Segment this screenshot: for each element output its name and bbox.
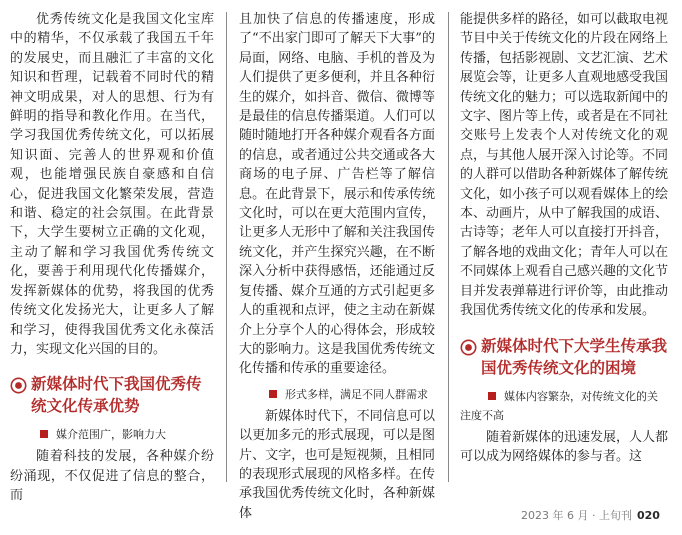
subheading (10, 425, 214, 444)
subheading (239, 385, 435, 404)
body-paragraph: 且加快了信息的传播速度，形成了“不出家门即可了解天下大事”的局面，网络、电脑、手机的普及为人们提供了更多便利，并且各种衍生的媒介，如抖音、微信、微博等是最佳的信息传播渠道。人们可以随时随地打开各种媒介观看各方面的信息，或者通过公共交通或各大商场的电子屏、广告栏等了解信息。在此背景下，展示和传承传统文化时，可以在更大范围内宣传，让更多人无形中了解和关注我国传统文化，并产生探究兴趣，在不断深入分析中获得感悟，还能通过反复传播、媒介互通的方式引起更多人的重视和点评，使之主动在新媒介上分享个人的心得体会，形成较大的影响力。这是我国优秀传统文化传播和传承的重要途径。 (239, 12, 435, 377)
text-column-3 (460, 10, 668, 466)
section-heading (10, 373, 214, 417)
red-square-icon (269, 390, 277, 398)
subheading (460, 387, 668, 425)
body-paragraph: 随着新媒体的迅速发展，人人都可以成为网络媒体的参与者。这 (460, 429, 669, 464)
text-column-2 (239, 10, 435, 523)
column-divider (448, 12, 449, 482)
section-heading (460, 335, 668, 379)
column-divider (226, 12, 227, 482)
subheading-text: 媒介范围广，影响力大 (56, 428, 166, 442)
page-number: 020 (636, 509, 660, 522)
text-column-1 (10, 10, 214, 506)
page-footer (521, 507, 660, 523)
target-circle-icon (460, 339, 477, 356)
section-heading-text: 新媒体时代下大学生传承我国优秀传统文化的困境 (481, 336, 668, 377)
body-paragraph: 新媒体时代下，不同信息可以以更加多元的形式展现，可以是图片、文字，也可是短视频，且相同的表现形式展现的风格多样。在传承我国优秀传统文化时，各种新媒体 (239, 408, 435, 521)
subheading-text: 形式多样，满足不同人群需求 (285, 387, 428, 401)
body-paragraph: 随着科技的发展，各种媒介纷纷涌现，不仅促进了信息的整合，而 (10, 449, 214, 504)
body-paragraph: 优秀传统文化是我国文化宝库中的精华，不仅承载了我国五千年的发展史，而且融汇了丰富的文化知识和哲理，记载着不同时代的精神文明成果，对人的思想、行为有鲜明的指导和教化作用。在当代，学习我国优秀传统文化，可以拓展知识面、完善人的世界观和价值观，也能增强民族自豪感和自信心，促进我国文化繁荣发展，营造和谐、稳定的社会氛围。在此背景下，大学生要树立正确的文化观，主动了解和学习我国优秀传统文化，要善于利用现代化传播媒介，发挥新媒体的优势，将我国的优秀传统文化发扬光大，让更多人了解和学习，使得我国优秀文化永葆活力，实现文化兴国的目的。 (10, 12, 214, 357)
target-circle-icon (10, 377, 27, 394)
issue-date: 2023 年 6 月 · 上旬刊 (521, 509, 632, 522)
section-heading-text: 新媒体时代下我国优秀传统文化传承优势 (31, 375, 202, 416)
red-square-icon (40, 430, 48, 438)
subheading-text: 媒体内容繁杂，对传统文化的关注度不高 (460, 389, 658, 422)
red-square-icon (488, 392, 496, 400)
body-paragraph: 能提供多样的路径，如可以截取电视节目中关于传统文化的片段在网络上传播，包括影视剧、文艺汇演、艺术展览会等，让更多人直观地感受我国传统文化的魅力；可以选取新闻中的文字、图片等上传，或者是在不同社交账号上发表个人对传统文化的观点，与其他人展开深入讨论等。不同的人群可以借助各种新媒体了解传统文化，如小孩子可以观看媒体上的绘本、动画片，从中了解我国的成语、古诗等；老年人可以直接打开抖音，了解各地的戏曲文化；青年人可以在不同媒体上观看自己感兴趣的文化节目并发表弹幕进行评价等，由此推动我国优秀传统文化的传承和发展。 (460, 12, 669, 319)
